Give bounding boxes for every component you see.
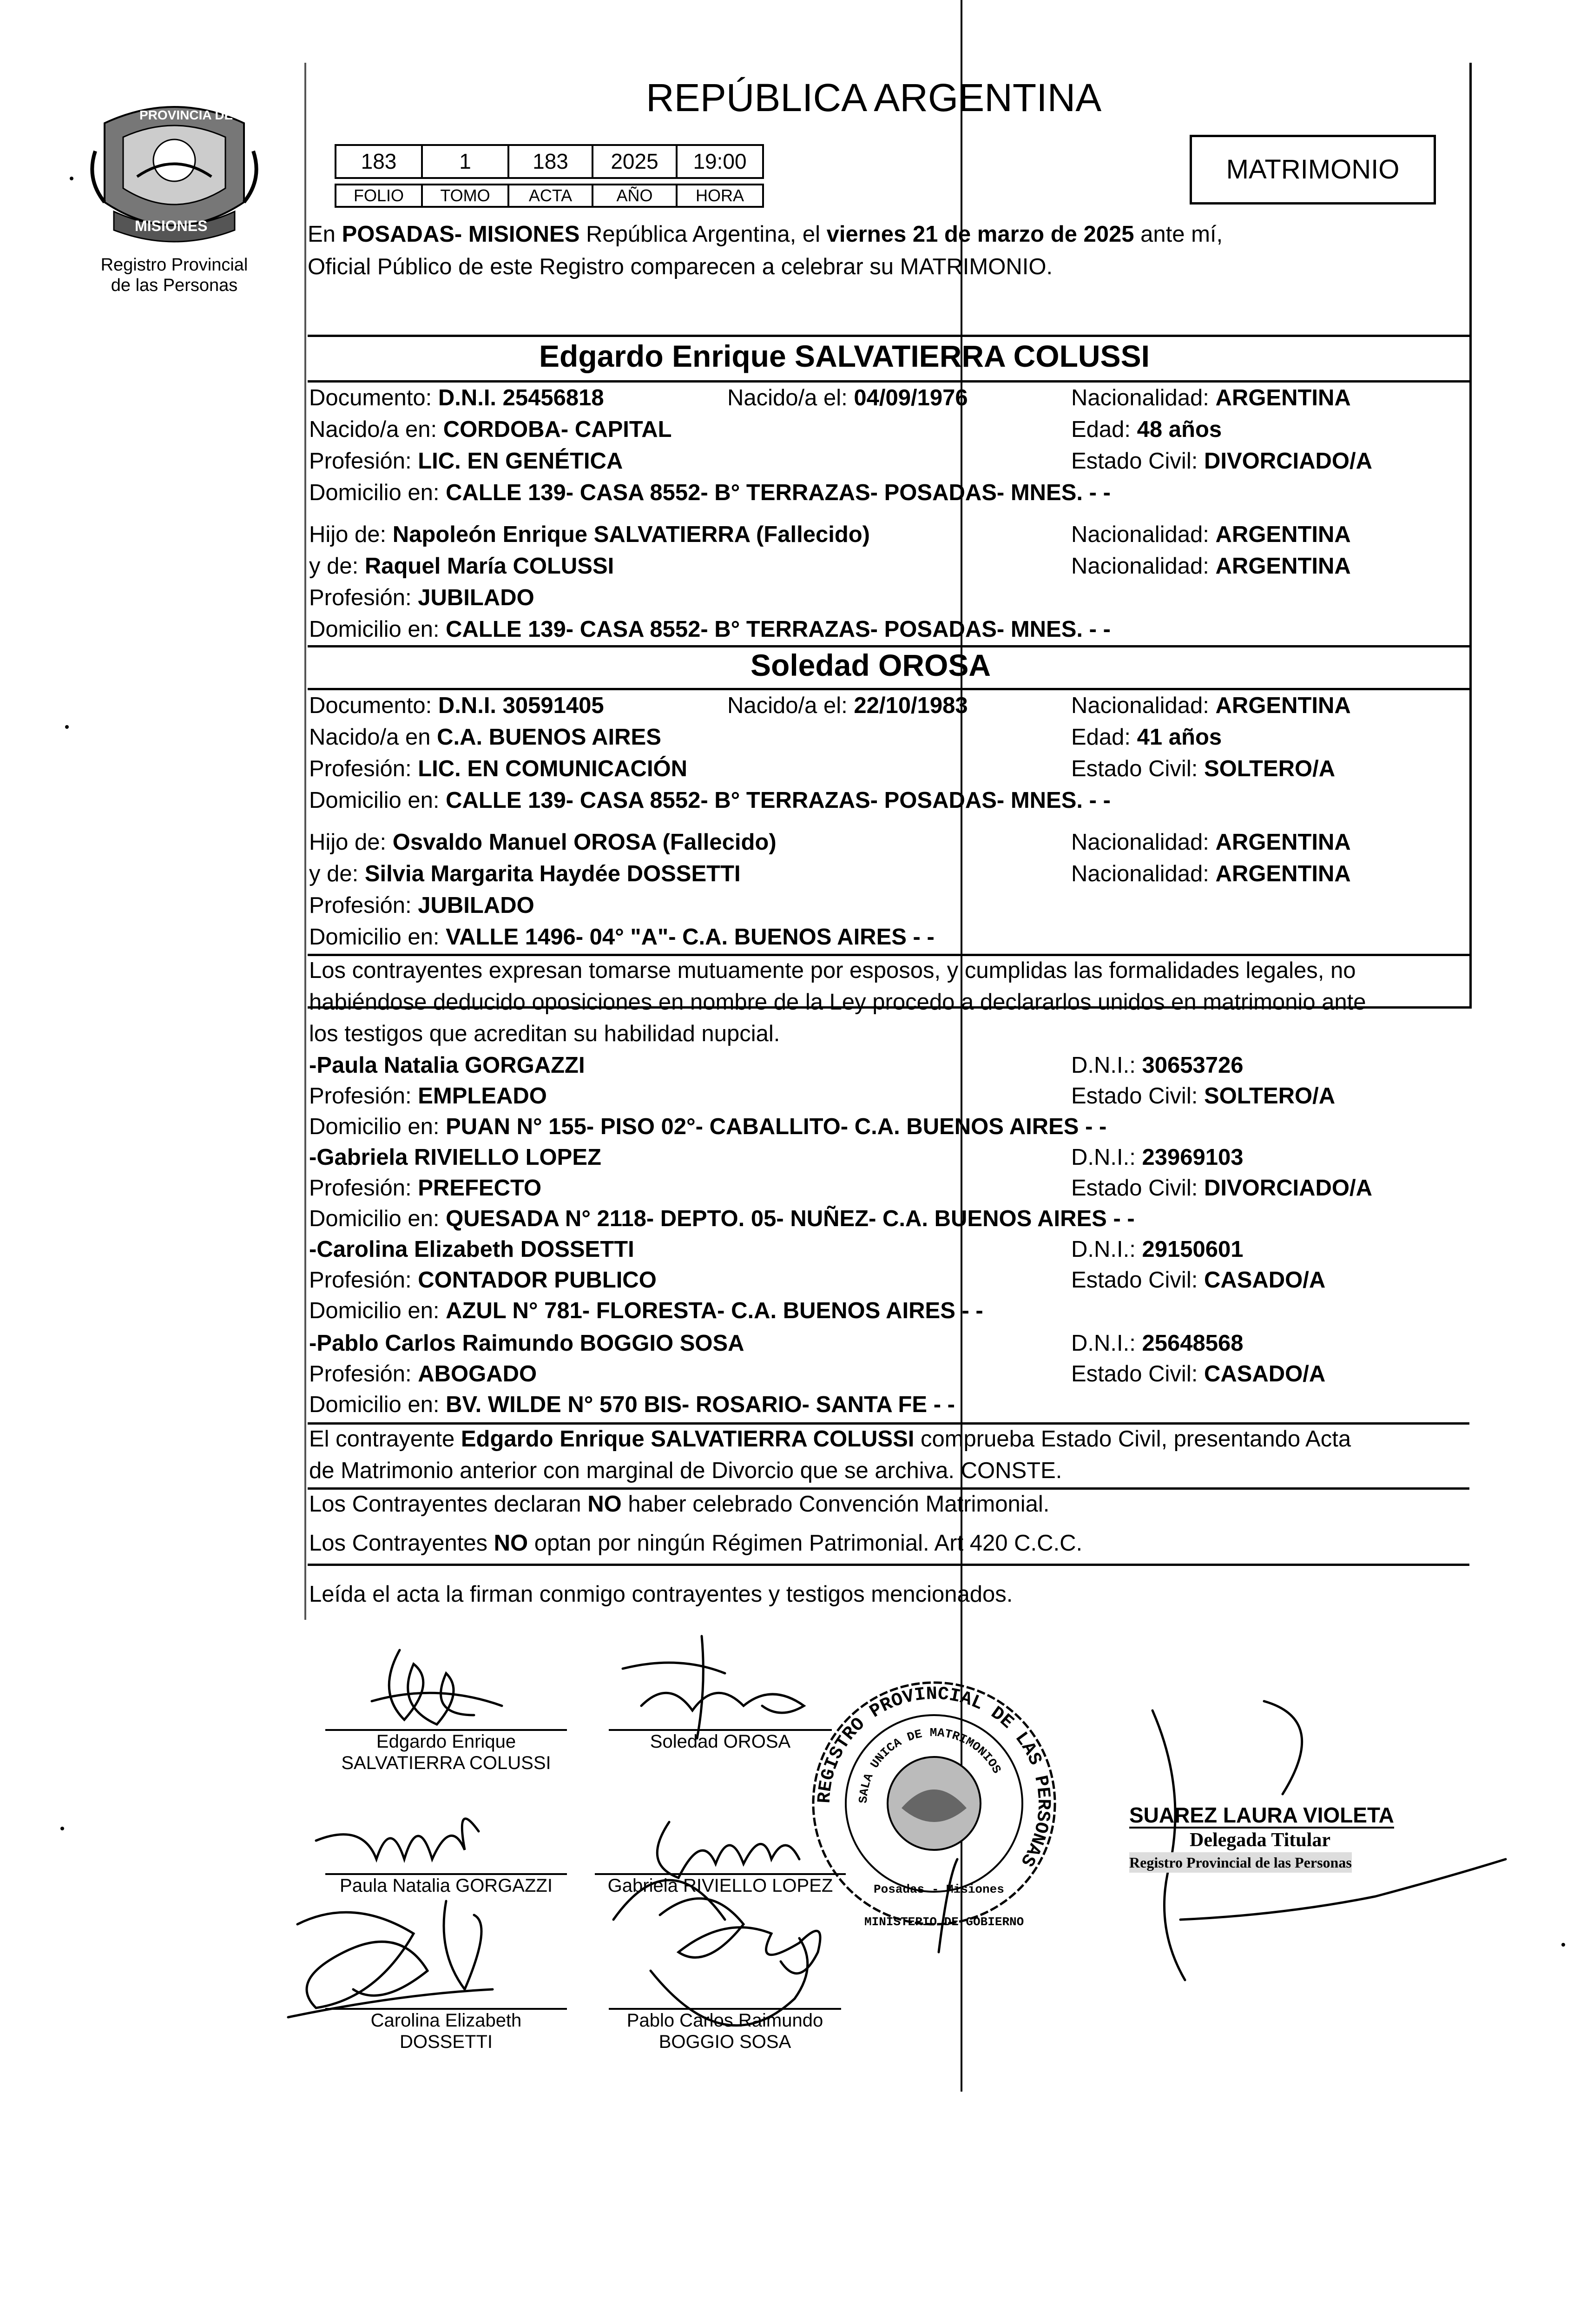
bride-mother (309, 860, 741, 888)
label: Nacionalidad: (1071, 830, 1216, 855)
label: Estado Civil: (1071, 756, 1204, 781)
groom-mother (309, 552, 614, 580)
declaration-line-1: Los contrayentes expresan tomarse mutuamente por esposos, y cumplidas las formalidades legales, no (309, 958, 1356, 983)
doc-type-box: MATRIMONIO (1190, 135, 1436, 205)
value: ARGENTINA (1215, 554, 1351, 579)
label: D.N.I.: (1071, 1145, 1142, 1170)
label: Domicilio en: (309, 480, 446, 505)
value: Edgardo Enrique SALVATIERRA COLUSSI (461, 1426, 915, 1452)
groom-nationality (1071, 384, 1351, 412)
value: LIC. EN COMUNICACIÓN (418, 756, 688, 781)
witness-3-dni (1071, 1235, 1243, 1263)
witness-1-profession (309, 1082, 547, 1110)
label: Estado Civil: (1071, 1083, 1204, 1109)
label: Nacido/a el: (727, 385, 854, 410)
bride-address (309, 786, 1111, 814)
value: 04/09/1976 (854, 385, 968, 410)
bride-age (1071, 723, 1222, 751)
acta-value: 183 (507, 144, 593, 179)
label: Estado Civil: (1071, 1361, 1204, 1386)
folio-label: FOLIO (335, 184, 423, 208)
groom-father (309, 521, 870, 548)
bride-birth-date (727, 692, 968, 720)
value: LIC. EN GENÉTICA (418, 449, 623, 474)
witness-4-civil (1071, 1360, 1325, 1388)
witness-2-name (309, 1143, 601, 1171)
witness-2-civil (1071, 1174, 1372, 1202)
witness-4-name (309, 1329, 744, 1357)
label: Profesión: (309, 585, 418, 610)
witness-3-profession (309, 1266, 657, 1294)
folio-value: 183 (335, 144, 423, 179)
label: Nacionalidad: (1071, 385, 1216, 410)
value: CONTADOR PUBLICO (418, 1268, 657, 1293)
label: El contrayente (309, 1426, 461, 1452)
label: Profesión: (309, 1361, 418, 1386)
bride-birth-place (309, 723, 661, 751)
label: D.N.I.: (1071, 1237, 1142, 1262)
witness-4-dni (1071, 1329, 1243, 1357)
registry-label-1: Registro Provincial (100, 255, 248, 275)
groom-address (309, 479, 1111, 507)
value: DIVORCIADO/A (1204, 449, 1373, 474)
value: CALLE 139- CASA 8552- B° TERRAZAS- POSADAS- MNES. - - (446, 480, 1111, 505)
label: Nacionalidad: (1071, 693, 1216, 718)
witness-4-profession (309, 1360, 537, 1388)
witness-3-signature-label-2: DOSSETTI (399, 2032, 493, 2052)
intro-text: República Argentina, el (579, 222, 827, 247)
label: Nacido/a en (309, 725, 437, 750)
value: Pablo Carlos Raimundo BOGGIO SOSA (316, 1331, 744, 1356)
note-civil-status-line-1 (309, 1425, 1351, 1453)
bride-name: Soledad OROSA (750, 648, 991, 682)
value: CORDOBA- CAPITAL (443, 417, 672, 442)
label: Profesión: (309, 1083, 418, 1109)
label: Profesión: (309, 756, 418, 781)
label: Domicilio en: (309, 924, 446, 950)
value: NO (494, 1531, 528, 1556)
groom-mother-nationality (1071, 552, 1351, 580)
value: BV. WILDE N° 570 BIS- ROSARIO- SANTA FE - - (446, 1392, 955, 1417)
section-rule (308, 1564, 1469, 1566)
scan-dot (70, 177, 73, 180)
value: SOLTERO/A (1204, 1083, 1336, 1109)
groom-parents-address (309, 615, 1111, 643)
value: CALLE 139- CASA 8552- B° TERRAZAS- POSADAS- MNES. - - (446, 788, 1111, 813)
witness-2-profession (309, 1174, 541, 1202)
label: Profesión: (309, 449, 418, 474)
tomo-label: TOMO (421, 184, 509, 208)
value: ABOGADO (418, 1361, 537, 1386)
witness-3-civil (1071, 1266, 1325, 1294)
value: PUAN N° 155- PISO 02°- CABALLITO- C.A. BUENOS AIRES - - (446, 1114, 1107, 1139)
value: Napoleón Enrique SALVATIERRA (Fallecido) (392, 522, 870, 547)
groom-signature-label-2: SALVATIERRA COLUSSI (341, 1753, 551, 1773)
country-title: REPÚBLICA ARGENTINA (646, 76, 1102, 119)
label: - (309, 1053, 317, 1078)
note-civil-status-line-2: de Matrimonio anterior con marginal de Divorcio que se archiva. CONSTE. (309, 1458, 1062, 1483)
label: Domicilio en: (309, 617, 446, 642)
label: Estado Civil: (1071, 1175, 1204, 1201)
groom-name: Edgardo Enrique SALVATIERRA COLUSSI (539, 339, 1150, 373)
intro-line-2: Oficial Público de este Registro comparecen a celebrar su MATRIMONIO. (308, 254, 1053, 279)
ano-value: 2025 (592, 144, 678, 179)
registry-label-2: de las Personas (111, 276, 238, 295)
label: D.N.I.: (1071, 1053, 1142, 1078)
value: DIVORCIADO/A (1204, 1175, 1373, 1201)
value: Raquel María COLUSSI (364, 554, 614, 579)
intro-line-1 (308, 220, 1223, 248)
declaration-line-3: los testigos que acreditan su habilidad nupcial. (309, 1021, 780, 1046)
witness-3-address (309, 1297, 983, 1325)
closing-statement: Leída el acta la firman conmigo contrayentes y testigos mencionados. (309, 1582, 1013, 1607)
label: haber celebrado Convención Matrimonial. (621, 1492, 1050, 1517)
witness-2-address (309, 1205, 1135, 1233)
label: Edad: (1071, 725, 1137, 750)
value: ARGENTINA (1215, 830, 1351, 855)
value: D.N.I. 30591405 (438, 693, 604, 718)
witness-1-address (309, 1113, 1106, 1141)
section-rule (308, 1422, 1469, 1425)
label: - (309, 1331, 317, 1356)
witness-1-civil (1071, 1082, 1335, 1110)
official-role: Delegada Titular (1190, 1829, 1330, 1851)
intro-text: En (308, 222, 342, 247)
value: CASADO/A (1204, 1268, 1326, 1293)
section-rule (308, 380, 1469, 383)
label: Nacido/a el: (727, 693, 854, 718)
value: VALLE 1496- 04° "A"- C.A. BUENOS AIRES - - (446, 924, 935, 950)
label: Los Contrayentes (309, 1531, 494, 1556)
hora-label: HORA (676, 184, 764, 208)
value: JUBILADO (418, 585, 534, 610)
label: Domicilio en: (309, 1206, 446, 1231)
bride-parents-profession (309, 891, 534, 919)
value: 29150601 (1142, 1237, 1244, 1262)
official-name: SUAREZ LAURA VIOLETA (1129, 1803, 1394, 1829)
official-office: Registro Provincial de las Personas (1129, 1852, 1352, 1873)
bride-civil-status (1071, 755, 1335, 783)
label: Nacionalidad: (1071, 554, 1216, 579)
witness-1-name (309, 1051, 585, 1079)
seal-top-text: PROVINCIA DE (139, 108, 233, 122)
value: AZUL N° 781- FLORESTA- C.A. BUENOS AIRES - - (446, 1298, 983, 1323)
value: 30653726 (1142, 1053, 1244, 1078)
groom-profession (309, 447, 623, 475)
witness-1-signature-label: Paula Natalia GORGAZZI (340, 1875, 553, 1896)
hora-value: 19:00 (676, 144, 764, 179)
witness-4-signature-label-1: Pablo Carlos Raimundo (626, 2010, 823, 2031)
value: 23969103 (1142, 1145, 1244, 1170)
section-rule (308, 688, 1469, 690)
label: Estado Civil: (1071, 449, 1204, 474)
ano-label: AÑO (592, 184, 678, 208)
value: D.N.I. 25456818 (438, 385, 604, 410)
value: EMPLEADO (418, 1083, 547, 1109)
bride-father (309, 828, 777, 856)
label: Domicilio en: (309, 1114, 446, 1139)
bride-profession (309, 755, 687, 783)
witness-1-dni (1071, 1051, 1243, 1079)
bride-mother-nationality (1071, 860, 1351, 888)
bride-nationality (1071, 692, 1351, 720)
tomo-value: 1 (421, 144, 509, 179)
value: Paula Natalia GORGAZZI (316, 1053, 585, 1078)
value: JUBILADO (418, 893, 534, 918)
value: Carolina Elizabeth DOSSETTI (316, 1237, 634, 1262)
label: Edad: (1071, 417, 1137, 442)
intro-place: POSADAS- MISIONES (342, 222, 580, 247)
value: Osvaldo Manuel OROSA (Fallecido) (392, 830, 777, 855)
groom-signature-label-1: Edgardo Enrique (376, 1731, 516, 1752)
value: 25648568 (1142, 1331, 1244, 1356)
note-convention (309, 1490, 1049, 1518)
groom-birth-date (727, 384, 968, 412)
scan-dot (1561, 1943, 1565, 1947)
label: Hijo de: (309, 830, 393, 855)
value: SOLTERO/A (1204, 756, 1336, 781)
value: PREFECTO (418, 1175, 542, 1201)
value: C.A. BUENOS AIRES (437, 725, 661, 750)
witness-2-dni (1071, 1143, 1243, 1171)
value: 41 años (1137, 725, 1222, 750)
value: CALLE 139- CASA 8552- B° TERRAZAS- POSADAS- MNES. - - (446, 617, 1111, 642)
witness-3-name (309, 1235, 634, 1263)
label: Nacionalidad: (1071, 522, 1216, 547)
witness-4-address (309, 1391, 955, 1419)
groom-parents-profession (309, 584, 534, 612)
acta-label: ACTA (507, 184, 593, 208)
label: Profesión: (309, 1175, 418, 1201)
label: - (309, 1237, 317, 1262)
groom-age (1071, 416, 1222, 443)
label: D.N.I.: (1071, 1331, 1142, 1356)
stamp-inner-text: SALA UNICA DE MATRIMONIOS (856, 1725, 1004, 1804)
value: 22/10/1983 (854, 693, 968, 718)
bride-father-nationality (1071, 828, 1351, 856)
label: comprueba Estado Civil, presentando Acta (914, 1426, 1351, 1452)
value: CASADO/A (1204, 1361, 1326, 1386)
value: QUESADA N° 2118- DEPTO. 05- NUÑEZ- C.A. BUENOS AIRES - - (446, 1206, 1135, 1231)
label: Domicilio en: (309, 1298, 446, 1323)
label: y de: (309, 861, 365, 886)
label: Estado Civil: (1071, 1268, 1204, 1293)
groom-civil-status (1071, 447, 1372, 475)
label: Los Contrayentes declaran (309, 1492, 588, 1517)
value: 48 años (1137, 417, 1222, 442)
label: - (309, 1145, 317, 1170)
stamp-ring-text: REGISTRO PROVINCIAL DE LAS PERSONAS (814, 1684, 1054, 1870)
frame-left-rule (304, 63, 306, 1620)
groom-father-nationality (1071, 521, 1351, 548)
value: ARGENTINA (1215, 693, 1351, 718)
label: Nacionalidad: (1071, 861, 1216, 886)
label: optan por ningún Régimen Patrimonial. Art 420 C.C.C. (528, 1531, 1083, 1556)
value: ARGENTINA (1215, 522, 1351, 547)
section-rule (308, 1487, 1469, 1490)
witness-4-signature-label-2: BOGGIO SOSA (658, 2032, 791, 2052)
witness-2-signature-label: Gabriela RIVIELLO LOPEZ (607, 1875, 833, 1896)
note-regime (309, 1529, 1082, 1557)
bride-signature-label: Soledad OROSA (650, 1731, 791, 1752)
seal-bottom-text: MISIONES (135, 218, 208, 234)
value: ARGENTINA (1215, 861, 1351, 886)
value: ARGENTINA (1215, 385, 1351, 410)
bride-parents-address (309, 923, 935, 951)
bride-document (309, 692, 604, 720)
label: Domicilio en: (309, 788, 446, 813)
label: Domicilio en: (309, 1392, 446, 1417)
label: Hijo de: (309, 522, 393, 547)
value: Gabriela RIVIELLO LOPEZ (316, 1145, 601, 1170)
label: Documento: (309, 385, 438, 410)
intro-text: ante mí, (1134, 222, 1223, 247)
label: Documento: (309, 693, 438, 718)
stamp-lower-text: Posadas - Misiones (874, 1882, 1004, 1896)
declaration-line-2: habiéndose deducido oposiciones en nombre de la Ley procedo a declararlos unidos en matrimonio ante (309, 990, 1366, 1015)
value: Silvia Margarita Haydée DOSSETTI (364, 861, 741, 886)
witness-3-signature-label-1: Carolina Elizabeth (370, 2010, 522, 2031)
groom-document (309, 384, 604, 412)
scan-dot (65, 725, 69, 729)
intro-date: viernes 21 de marzo de 2025 (826, 222, 1134, 247)
section-rule (308, 954, 1469, 956)
label: y de: (309, 554, 365, 579)
value: NO (587, 1492, 622, 1517)
groom-birth-place (309, 416, 672, 443)
label: Profesión: (309, 1268, 418, 1293)
label: Nacido/a en: (309, 417, 443, 442)
stamp-bottom-text: MINISTERIO DE GOBIERNO (864, 1915, 1024, 1929)
scan-dot (60, 1827, 64, 1830)
label: Profesión: (309, 893, 418, 918)
